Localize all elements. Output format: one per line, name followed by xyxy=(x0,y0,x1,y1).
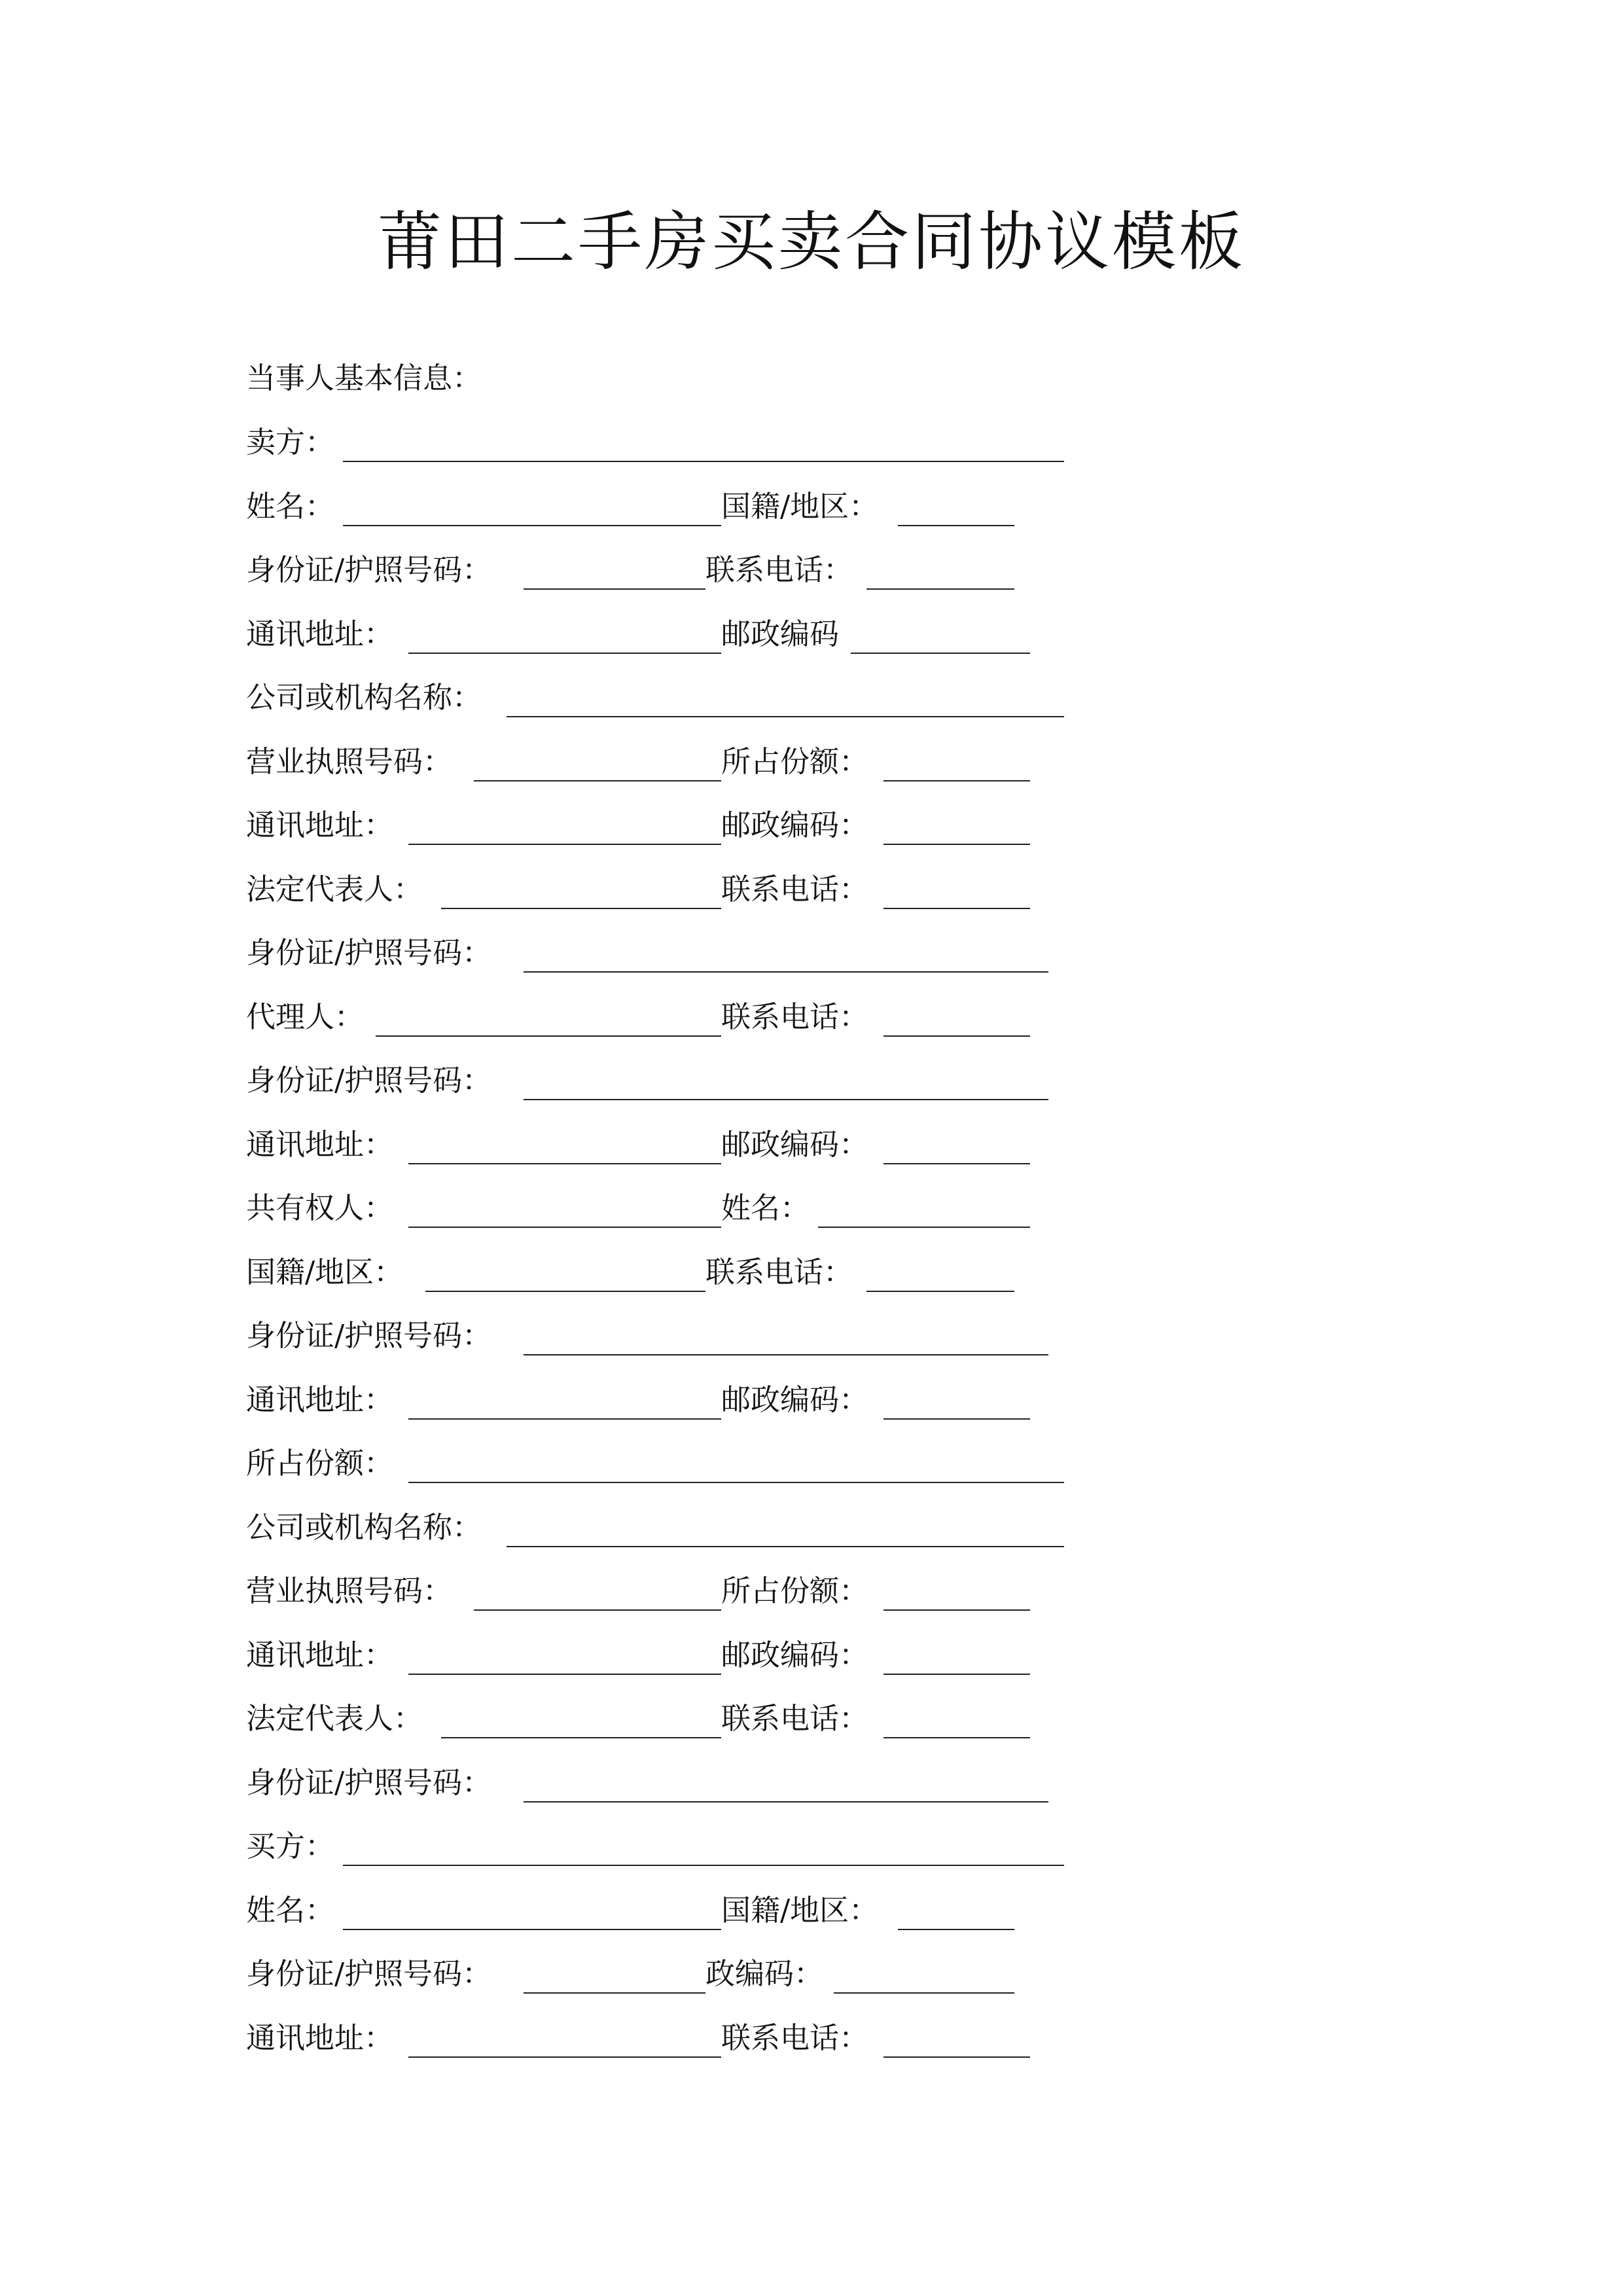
section-heading-row xyxy=(246,352,1103,404)
form-row xyxy=(246,608,1103,660)
field-label: 国籍/地区： xyxy=(721,489,879,524)
fill-in-blank[interactable] xyxy=(524,1801,1048,1803)
fill-in-blank[interactable] xyxy=(524,1354,1048,1355)
fill-in-blank[interactable] xyxy=(343,525,721,526)
form-row xyxy=(246,1501,1103,1554)
field-label: 公司或机构名称： xyxy=(246,1510,482,1545)
field-label: 卖方： xyxy=(246,425,335,459)
field-label: 营业执照号码： xyxy=(246,744,453,779)
field-label: 联系电话： xyxy=(705,552,853,587)
fill-in-blank[interactable] xyxy=(408,844,721,845)
document-title: 莆田二手房买卖合同协议模板 xyxy=(377,205,1245,279)
field-label: 姓名： xyxy=(721,1191,810,1225)
form-row xyxy=(246,1565,1103,1617)
fill-in-blank[interactable] xyxy=(524,1992,705,1994)
field-label: 政编码： xyxy=(705,1956,824,1991)
fill-in-blank[interactable] xyxy=(343,1929,721,1930)
fill-in-blank[interactable] xyxy=(851,653,1030,654)
form-row xyxy=(246,1820,1103,1873)
field-label: 联系电话： xyxy=(705,1255,853,1289)
fill-in-blank[interactable] xyxy=(883,1035,1030,1037)
form-row xyxy=(246,1246,1103,1299)
fill-in-blank[interactable] xyxy=(376,1035,721,1037)
fill-in-blank[interactable] xyxy=(408,1482,1064,1483)
form-row xyxy=(246,1119,1103,1171)
form-row xyxy=(246,1948,1103,2000)
fill-in-blank[interactable] xyxy=(524,588,705,590)
field-label: 通讯地址： xyxy=(246,1382,394,1417)
form-row xyxy=(246,416,1103,469)
fill-in-blank[interactable] xyxy=(883,1418,1030,1420)
field-label: 公司或机构名称： xyxy=(246,680,482,715)
fill-in-blank[interactable] xyxy=(474,1609,721,1611)
section-heading: 当事人基本信息： xyxy=(246,361,482,395)
fill-in-blank[interactable] xyxy=(343,461,1064,462)
field-label: 通讯地址： xyxy=(246,808,394,842)
fill-in-blank[interactable] xyxy=(883,1737,1030,1738)
field-label: 所占份额： xyxy=(721,744,869,779)
form-row xyxy=(246,991,1103,1043)
fill-in-blank[interactable] xyxy=(818,1227,1030,1228)
fill-in-blank[interactable] xyxy=(507,1546,1064,1547)
field-label: 营业执照号码： xyxy=(246,1573,453,1608)
fill-in-blank[interactable] xyxy=(898,525,1014,526)
fill-in-blank[interactable] xyxy=(343,1865,1064,1866)
fill-in-blank[interactable] xyxy=(474,780,721,781)
fill-in-blank[interactable] xyxy=(408,1163,721,1164)
form-row xyxy=(246,1054,1103,1107)
field-label: 联系电话： xyxy=(721,872,869,906)
field-label: 通讯地址： xyxy=(246,1638,394,1672)
form-row xyxy=(246,544,1103,596)
form-row xyxy=(246,1629,1103,1681)
field-label: 通讯地址： xyxy=(246,1127,394,1162)
fill-in-blank[interactable] xyxy=(408,2056,721,2058)
field-label: 身份证/护照号码： xyxy=(246,1765,492,1800)
form-row xyxy=(246,672,1103,724)
fill-in-blank[interactable] xyxy=(408,1227,721,1228)
form-row xyxy=(246,1757,1103,1809)
fill-in-blank[interactable] xyxy=(866,588,1014,590)
field-label: 买方： xyxy=(246,1829,335,1863)
field-label: 姓名： xyxy=(246,1893,335,1928)
field-label: 共有权人： xyxy=(246,1191,394,1225)
form-row xyxy=(246,1310,1103,1362)
form-row xyxy=(246,2012,1103,2064)
field-label: 邮政编码： xyxy=(721,1127,869,1162)
field-label: 邮政编码： xyxy=(721,1382,869,1417)
field-label: 联系电话： xyxy=(721,1701,869,1736)
fill-in-blank[interactable] xyxy=(883,780,1030,781)
form-row xyxy=(246,927,1103,979)
field-label: 法定代表人： xyxy=(246,1701,423,1736)
field-label: 所占份额： xyxy=(721,1573,869,1608)
fill-in-blank[interactable] xyxy=(834,1992,1014,1994)
field-label: 所占份额： xyxy=(246,1446,394,1480)
fill-in-blank[interactable] xyxy=(883,1609,1030,1611)
form-row xyxy=(246,1884,1103,1937)
form-row xyxy=(246,1693,1103,1745)
form-row xyxy=(246,1374,1103,1426)
fill-in-blank[interactable] xyxy=(408,653,721,654)
field-label: 通讯地址： xyxy=(246,2020,394,2055)
field-label: 邮政编码： xyxy=(721,1638,869,1672)
form-row xyxy=(246,799,1103,852)
fill-in-blank[interactable] xyxy=(425,1291,705,1292)
fill-in-blank[interactable] xyxy=(507,716,1064,717)
fill-in-blank[interactable] xyxy=(883,908,1030,909)
fill-in-blank[interactable] xyxy=(898,1929,1014,1930)
field-label: 身份证/护照号码： xyxy=(246,552,492,587)
fill-in-blank[interactable] xyxy=(883,2056,1030,2058)
form-row xyxy=(246,863,1103,916)
fill-in-blank[interactable] xyxy=(524,1099,1048,1100)
field-label: 邮政编码 xyxy=(721,617,840,651)
field-label: 代理人： xyxy=(246,999,365,1034)
fill-in-blank[interactable] xyxy=(524,971,1048,973)
fill-in-blank[interactable] xyxy=(866,1291,1014,1292)
field-label: 联系电话： xyxy=(721,2020,869,2055)
field-label: 联系电话： xyxy=(721,999,869,1034)
field-label: 通讯地址： xyxy=(246,617,394,651)
fill-in-blank[interactable] xyxy=(883,844,1030,845)
field-label: 身份证/护照号码： xyxy=(246,1063,492,1098)
fill-in-blank[interactable] xyxy=(441,908,721,909)
field-label: 身份证/护照号码： xyxy=(246,1318,492,1353)
fill-in-blank[interactable] xyxy=(883,1674,1030,1675)
form-row xyxy=(246,480,1103,533)
fill-in-blank[interactable] xyxy=(408,1418,721,1420)
field-label: 姓名： xyxy=(246,489,335,524)
field-label: 身份证/护照号码： xyxy=(246,935,492,970)
form-row xyxy=(246,1437,1103,1490)
field-label: 国籍/地区： xyxy=(246,1255,404,1289)
fill-in-blank[interactable] xyxy=(441,1737,721,1738)
field-label: 身份证/护照号码： xyxy=(246,1956,492,1991)
field-label: 法定代表人： xyxy=(246,872,423,906)
fill-in-blank[interactable] xyxy=(883,1163,1030,1164)
field-label: 国籍/地区： xyxy=(721,1893,879,1928)
field-label: 邮政编码： xyxy=(721,808,869,842)
form-row xyxy=(246,1182,1103,1234)
fill-in-blank[interactable] xyxy=(408,1674,721,1675)
form-row xyxy=(246,736,1103,788)
